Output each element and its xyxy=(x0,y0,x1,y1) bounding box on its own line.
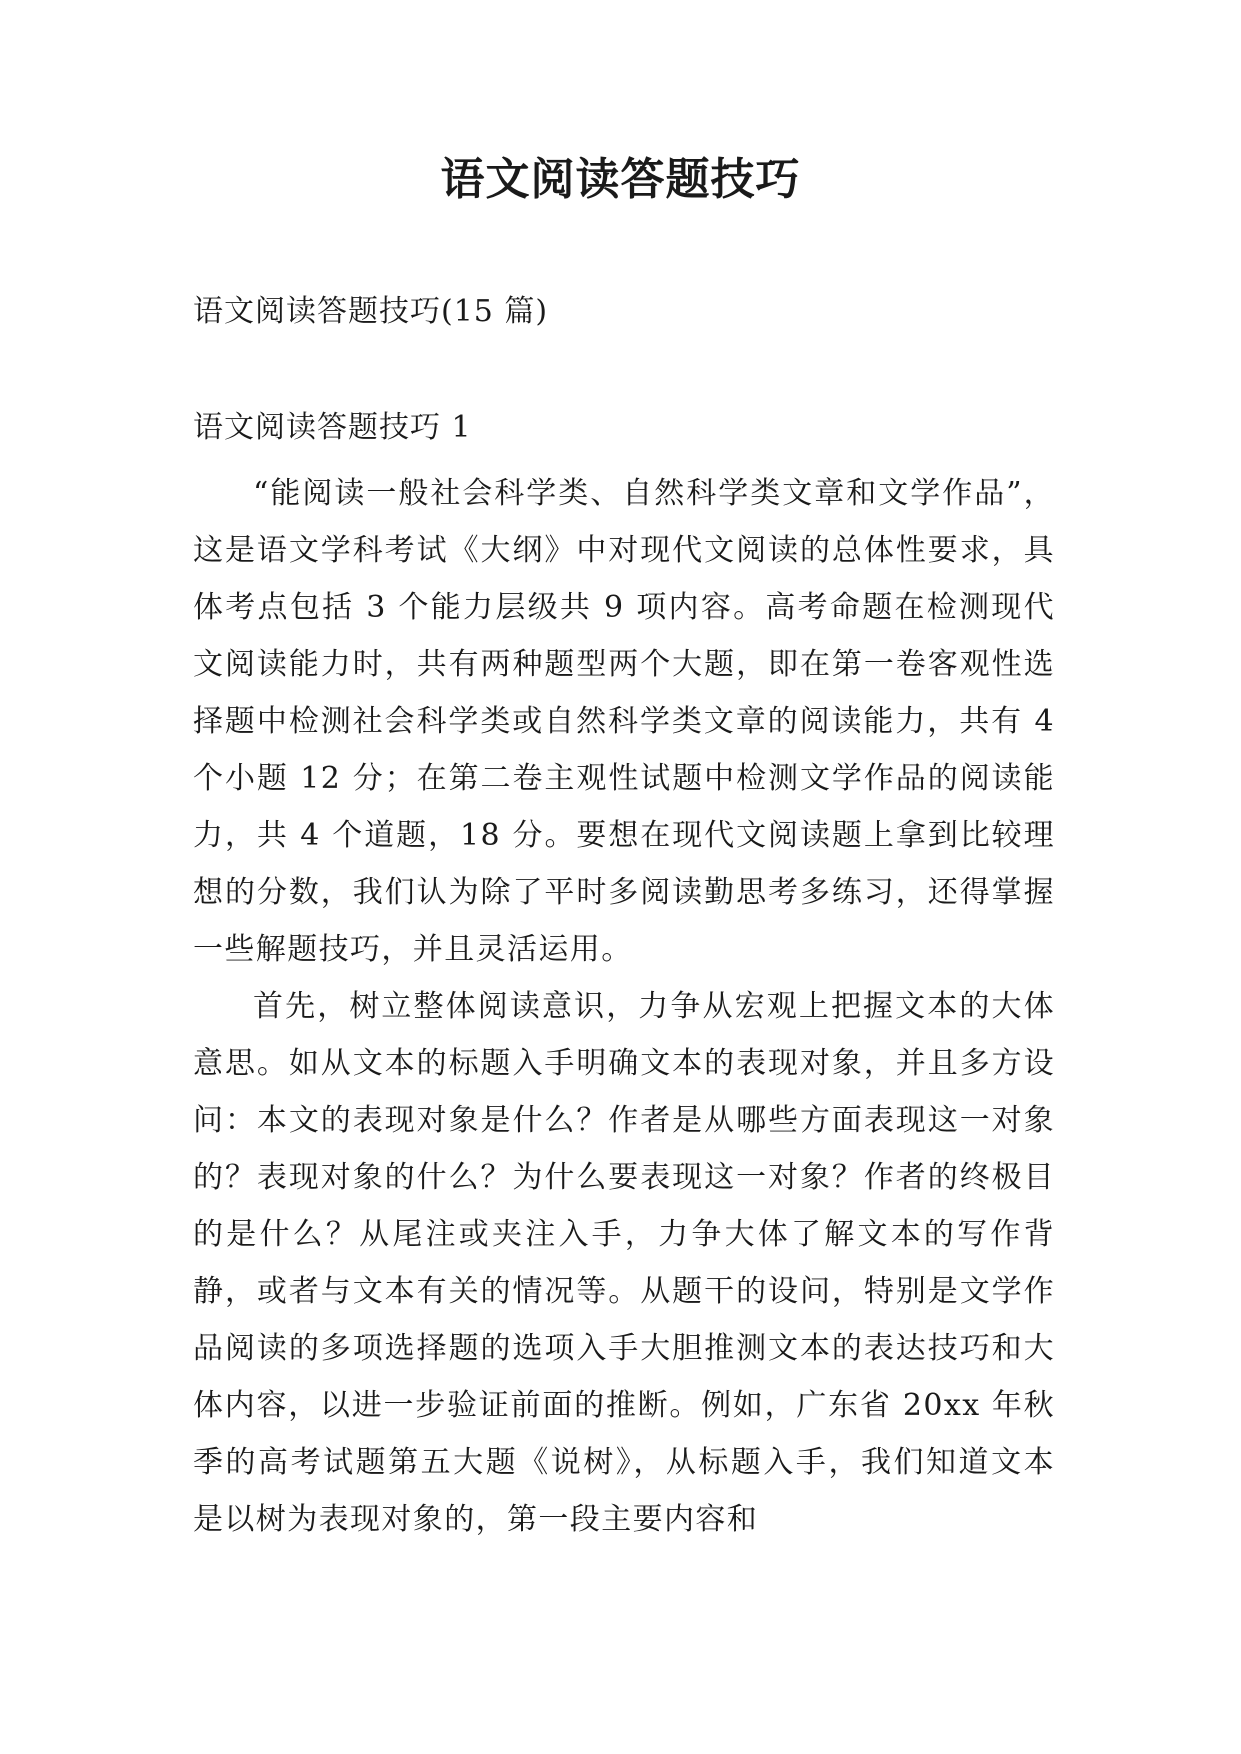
document-title: 语文阅读答题技巧 xyxy=(440,154,801,205)
paragraph: 首先，树立整体阅读意识，力争从宏观上把握文本的大体意思。如从文本的标题入手明确文本的表现对象，并且多方设问：本文的表现对象是什么？作者是从哪些方面表现这一对象的？表现对象的什么？为什么要表现这一对象？作者的终极目的是什么？从尾注或夹注入手，力争大体了解文本的写作背静，或者与文本有关的情况等。从题干的设问，特别是文学作品阅读的多项选择题的选项入手大胆推测文本的表达技巧和大体内容，以进一步验证前面的推断。例如，广东省 20xx 年秋季的高考试题第五大题《说树》，从标题入手，我们知道文本是以树为表现对象的，第一段主要内容和 xyxy=(193,989,1055,1537)
paragraph: “能阅读一般社会科学类、自然科学类文章和文学作品”，这是语文学科考试《大纲》中对现代文阅读的总体性要求，具体考点包括 3 个能力层级共 9 项内容。高考命题在检测现代文阅读能力时，共有两种题型两个大题，即在第一卷客观性选择题中检测社会科学类或自然科学类文章的阅读能力，共有 4 个小题 12 分；在第二卷主观性试题中检测文学作品的阅读能力，共 4 个道题，18 分。要想在现代文阅读题上拿到比较理想的分数，我们认为除了平时多阅读勤思考多练习，还得掌握一些解题技巧，并且灵活运用。 xyxy=(193,476,1055,967)
body-text xyxy=(193,465,1055,1548)
section-heading: 语文阅读答题技巧 1 xyxy=(193,410,472,445)
document-subtitle: 语文阅读答题技巧(15 篇) xyxy=(193,294,549,329)
